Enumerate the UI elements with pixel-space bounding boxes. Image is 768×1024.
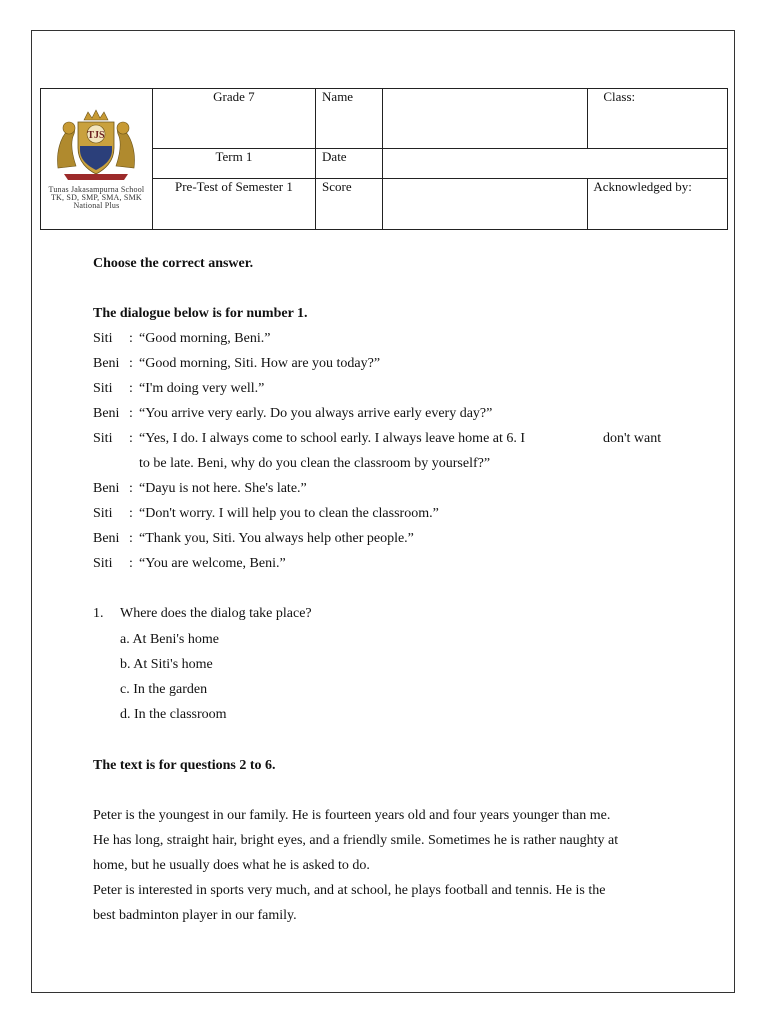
passage-line: home, but he usually does what he is asked to do. xyxy=(93,858,370,873)
dialogue-speaker: Beni xyxy=(93,356,120,371)
dialogue-utterance: “Yes, I do. I always come to school early. I always leave home at 6. I xyxy=(139,431,526,446)
dialogue-heading: The dialogue below is for number 1. xyxy=(93,306,308,321)
dialogue-speaker: Beni xyxy=(93,531,120,546)
question-number: 1. xyxy=(93,606,104,621)
score-field[interactable] xyxy=(382,179,588,230)
date-field[interactable] xyxy=(382,149,727,179)
dialogue-utterance: “Don't worry. I will help you to clean the classroom.” xyxy=(139,506,439,521)
dialogue-utterance: “You are welcome, Beni.” xyxy=(139,556,286,571)
name-field[interactable] xyxy=(382,89,588,149)
answer-option[interactable]: a. At Beni's home xyxy=(120,632,219,647)
term-cell: Term 1 xyxy=(152,149,315,179)
name-label: Name xyxy=(316,89,383,149)
instructions: Choose the correct answer. xyxy=(93,256,254,271)
question-text: Where does the dialog take place? xyxy=(120,606,312,621)
score-label: Score xyxy=(316,179,383,230)
dialogue-utterance: “Thank you, Siti. You always help other people.” xyxy=(139,531,414,546)
svg-text:TJS: TJS xyxy=(87,130,106,141)
passage-line: Peter is the youngest in our family. He is fourteen years old and four years younger than me. xyxy=(93,808,611,823)
class-label: Class: xyxy=(603,89,636,104)
dialogue-speaker: Siti xyxy=(93,331,113,346)
answer-option[interactable]: b. At Siti's home xyxy=(120,657,213,672)
passage-line: He has long, straight hair, bright eyes, and a friendly smile. Sometimes he is rather naughty at xyxy=(93,833,619,848)
school-name-line2: TK, SD, SMP, SMA, SMK xyxy=(50,193,142,202)
dialogue-speaker: Siti xyxy=(93,381,113,396)
school-logo-cell xyxy=(41,89,153,230)
school-crest-icon xyxy=(50,108,142,186)
dialogue-continuation: to be late. Beni, why do you clean the classroom by yourself?” xyxy=(139,456,491,471)
question-1 xyxy=(93,606,312,622)
passage-line: Peter is interested in sports very much, and at school, he plays football and tennis. He is the xyxy=(93,883,606,898)
answer-option[interactable]: c. In the garden xyxy=(120,682,208,697)
acknowledged-field[interactable] xyxy=(588,179,728,230)
date-label: Date xyxy=(316,149,383,179)
acknowledged-label: Acknowledged by: xyxy=(593,179,692,194)
grade-cell: Grade 7 xyxy=(152,89,315,149)
text-heading: The text is for questions 2 to 6. xyxy=(93,758,276,773)
dialogue-utterance-tail: don't want xyxy=(603,431,662,446)
answer-option[interactable]: d. In the classroom xyxy=(120,707,227,722)
dialogue-speaker: Beni xyxy=(93,406,120,421)
dialogue-speaker: Beni xyxy=(93,481,120,496)
dialogue-speaker: Siti xyxy=(93,506,113,521)
test-title-cell: Pre-Test of Semester 1 xyxy=(152,179,315,230)
school-name-line1: Tunas Jakasampurna School xyxy=(48,185,145,194)
dialogue-speaker: Siti xyxy=(93,556,113,571)
class-field[interactable] xyxy=(588,89,728,149)
dialogue-utterance: “You arrive very early. Do you always arrive early every day?” xyxy=(139,406,493,421)
header-table xyxy=(40,88,728,230)
dialogue-utterance: “Dayu is not here. She's late.” xyxy=(139,481,307,496)
dialogue-utterance: “I'm doing very well.” xyxy=(139,381,265,396)
passage-line: best badminton player in our family. xyxy=(93,908,297,923)
school-name-line3: National Plus xyxy=(73,201,120,210)
dialogue-speaker: Siti xyxy=(93,431,113,446)
dialogue-utterance: “Good morning, Beni.” xyxy=(139,331,271,346)
dialogue-utterance: “Good morning, Siti. How are you today?” xyxy=(139,356,381,371)
